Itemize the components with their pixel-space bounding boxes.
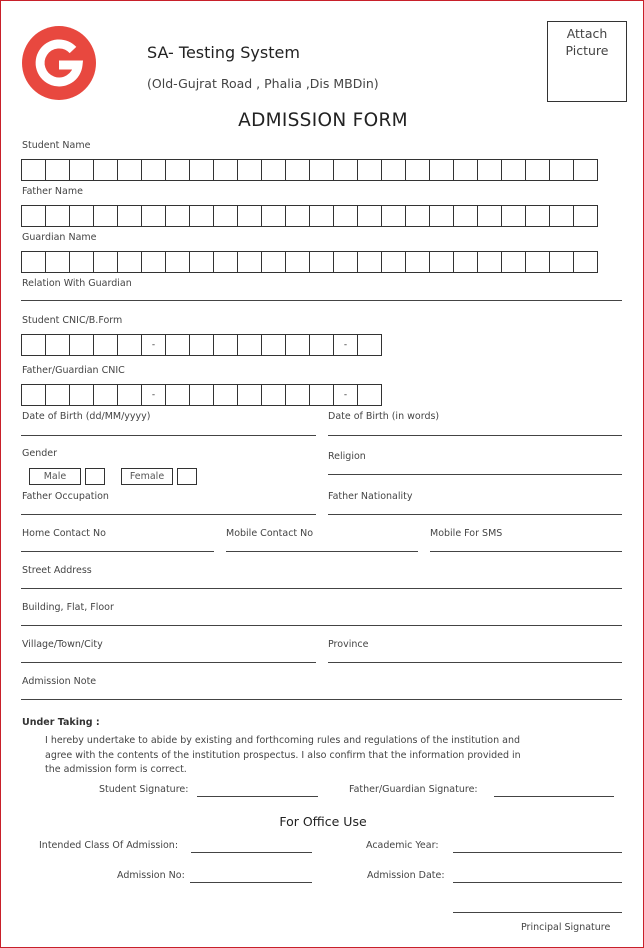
char-box[interactable] <box>165 251 190 273</box>
char-box[interactable] <box>45 251 70 273</box>
org-name: SA- Testing System <box>147 43 300 62</box>
char-box[interactable] <box>165 384 190 406</box>
father-occupation-label: Father Occupation <box>22 491 109 502</box>
gender-label: Gender <box>22 448 58 459</box>
dob-line[interactable] <box>21 435 316 436</box>
char-box[interactable] <box>213 334 238 356</box>
char-box[interactable] <box>213 159 238 181</box>
undertaking-line: the admission form is correct. <box>45 764 187 775</box>
academic-year-label: Academic Year: <box>366 840 439 851</box>
char-box[interactable] <box>453 251 478 273</box>
char-box[interactable] <box>261 159 286 181</box>
undertaking-line: I hereby undertake to abide by existing and forthcoming rules and regulations of the institution and <box>45 735 521 746</box>
cnic-dash[interactable]: - <box>333 384 358 406</box>
province-label: Province <box>328 639 369 650</box>
char-box[interactable] <box>237 384 262 406</box>
char-box[interactable] <box>333 205 358 227</box>
char-box[interactable] <box>405 205 430 227</box>
char-box[interactable] <box>501 159 526 181</box>
char-box[interactable] <box>429 251 454 273</box>
char-box[interactable] <box>261 334 286 356</box>
cnic-dash[interactable]: - <box>333 334 358 356</box>
char-box[interactable] <box>21 384 46 406</box>
village-label: Village/Town/City <box>22 639 103 650</box>
admission-no-label: Admission No: <box>117 870 185 881</box>
undertaking-title: Under Taking : <box>22 717 100 728</box>
char-box[interactable] <box>309 159 334 181</box>
province-line[interactable] <box>328 662 622 663</box>
student-name-boxes[interactable] <box>21 159 597 181</box>
char-box[interactable] <box>45 159 70 181</box>
dob-words-label: Date of Birth (in words) <box>328 411 440 422</box>
char-box[interactable] <box>189 384 214 406</box>
char-box[interactable] <box>69 205 94 227</box>
char-box[interactable] <box>285 159 310 181</box>
intended-class-line[interactable] <box>191 852 312 853</box>
char-box[interactable] <box>357 251 382 273</box>
char-box[interactable] <box>285 205 310 227</box>
female-option-label: Female <box>121 468 173 485</box>
char-box[interactable] <box>453 205 478 227</box>
char-box[interactable] <box>357 334 382 356</box>
char-box[interactable] <box>141 251 166 273</box>
admission-note-line[interactable] <box>21 699 622 700</box>
religion-label: Religion <box>328 451 366 462</box>
student-signature-label: Student Signature: <box>99 784 189 795</box>
char-box[interactable] <box>501 251 526 273</box>
char-box[interactable] <box>285 334 310 356</box>
father-name-boxes[interactable] <box>21 205 597 227</box>
char-box[interactable] <box>237 159 262 181</box>
village-line[interactable] <box>21 662 316 663</box>
char-box[interactable] <box>381 159 406 181</box>
char-box[interactable] <box>21 205 46 227</box>
attach-label: Attach <box>566 26 608 41</box>
char-box[interactable] <box>93 384 118 406</box>
char-box[interactable] <box>333 251 358 273</box>
admission-no-line[interactable] <box>190 882 312 883</box>
char-box[interactable] <box>309 334 334 356</box>
char-box[interactable] <box>165 205 190 227</box>
char-box[interactable] <box>93 334 118 356</box>
admission-date-label: Admission Date: <box>367 870 445 881</box>
char-box[interactable] <box>237 251 262 273</box>
char-box[interactable] <box>189 205 214 227</box>
char-box[interactable] <box>549 159 574 181</box>
building-line[interactable] <box>21 625 622 626</box>
char-box[interactable] <box>525 159 550 181</box>
char-box[interactable] <box>69 384 94 406</box>
char-box[interactable] <box>189 334 214 356</box>
char-box[interactable] <box>405 251 430 273</box>
guardian-name-boxes[interactable] <box>21 251 597 273</box>
char-box[interactable] <box>261 251 286 273</box>
char-box[interactable] <box>261 384 286 406</box>
char-box[interactable] <box>477 251 502 273</box>
mobile-contact-line[interactable] <box>226 551 418 552</box>
char-box[interactable] <box>573 205 598 227</box>
char-box[interactable] <box>165 334 190 356</box>
char-box[interactable] <box>429 205 454 227</box>
char-box[interactable] <box>237 205 262 227</box>
char-box[interactable] <box>357 384 382 406</box>
char-box[interactable] <box>573 251 598 273</box>
char-box[interactable] <box>69 251 94 273</box>
form-title: ADMISSION FORM <box>238 110 408 131</box>
student-cnic-label: Student CNIC/B.Form <box>22 315 123 326</box>
mobile-sms-label: Mobile For SMS <box>430 528 503 539</box>
char-box[interactable] <box>525 205 550 227</box>
guardian-cnic-label: Father/Guardian CNIC <box>22 365 125 376</box>
father-occupation-line[interactable] <box>21 514 316 515</box>
char-box[interactable] <box>45 334 70 356</box>
father-nationality-line[interactable] <box>328 514 622 515</box>
char-box[interactable] <box>549 251 574 273</box>
char-box[interactable] <box>357 205 382 227</box>
dob-words-line[interactable] <box>328 435 622 436</box>
char-box[interactable] <box>117 384 142 406</box>
street-address-label: Street Address <box>22 565 92 576</box>
guardian-signature-label: Father/Guardian Signature: <box>349 784 478 795</box>
guardian-name-label: Guardian Name <box>22 232 97 243</box>
admission-date-line[interactable] <box>453 882 622 883</box>
char-box[interactable] <box>381 251 406 273</box>
char-box[interactable] <box>213 251 238 273</box>
char-box[interactable] <box>309 251 334 273</box>
char-box[interactable] <box>285 251 310 273</box>
undertaking-text <box>45 734 605 778</box>
relation-line[interactable] <box>21 300 622 301</box>
char-box[interactable] <box>69 334 94 356</box>
guardian-cnic-boxes[interactable] <box>21 384 381 406</box>
char-box[interactable] <box>117 334 142 356</box>
father-name-label: Father Name <box>22 186 83 197</box>
father-nationality-label: Father Nationality <box>328 491 413 502</box>
home-contact-line[interactable] <box>21 551 214 552</box>
char-box[interactable] <box>21 159 46 181</box>
char-box[interactable] <box>93 251 118 273</box>
academic-year-line[interactable] <box>453 852 622 853</box>
student-signature-line[interactable] <box>197 796 318 797</box>
char-box[interactable] <box>21 251 46 273</box>
char-box[interactable] <box>93 205 118 227</box>
char-box[interactable] <box>525 251 550 273</box>
char-box[interactable] <box>165 159 190 181</box>
char-box[interactable] <box>213 384 238 406</box>
char-box[interactable] <box>429 159 454 181</box>
male-option-label: Male <box>29 468 81 485</box>
char-box[interactable] <box>309 384 334 406</box>
char-box[interactable] <box>117 251 142 273</box>
cnic-dash[interactable]: - <box>141 384 166 406</box>
home-contact-label: Home Contact No <box>22 528 106 539</box>
guardian-signature-line[interactable] <box>494 796 614 797</box>
char-box[interactable] <box>45 384 70 406</box>
intended-class-label: Intended Class Of Admission: <box>39 840 179 851</box>
org-address: (Old-Gujrat Road , Phalia ,Dis MBDin) <box>147 76 379 91</box>
relation-label: Relation With Guardian <box>22 278 132 289</box>
g-logo-icon <box>22 26 96 100</box>
char-box[interactable] <box>213 205 238 227</box>
char-box[interactable] <box>453 159 478 181</box>
street-address-line[interactable] <box>21 588 622 589</box>
char-box[interactable] <box>477 159 502 181</box>
char-box[interactable] <box>261 205 286 227</box>
char-box[interactable] <box>141 205 166 227</box>
char-box[interactable] <box>237 334 262 356</box>
admission-note-label: Admission Note <box>22 676 97 687</box>
picture-label: Picture <box>565 43 609 58</box>
principal-signature-line[interactable] <box>453 912 622 913</box>
char-box[interactable] <box>189 251 214 273</box>
undertaking-line: agree with the contents of the institution prospectus. I also confirm that the information provided in <box>45 749 521 761</box>
female-checkbox[interactable] <box>177 468 197 485</box>
cnic-dash[interactable]: - <box>141 334 166 356</box>
char-box[interactable] <box>309 205 334 227</box>
char-box[interactable] <box>69 159 94 181</box>
building-label: Building, Flat, Floor <box>22 602 114 613</box>
student-name-label: Student Name <box>22 140 91 151</box>
char-box[interactable] <box>117 159 142 181</box>
dob-label: Date of Birth (dd/MM/yyyy) <box>22 411 151 422</box>
office-use-title: For Office Use <box>279 814 367 829</box>
char-box[interactable] <box>501 205 526 227</box>
char-box[interactable] <box>357 159 382 181</box>
char-box[interactable] <box>21 334 46 356</box>
mobile-sms-line[interactable] <box>430 551 622 552</box>
char-box[interactable] <box>189 159 214 181</box>
student-cnic-boxes[interactable] <box>21 334 381 356</box>
char-box[interactable] <box>333 159 358 181</box>
char-box[interactable] <box>573 159 598 181</box>
char-box[interactable] <box>285 384 310 406</box>
char-box[interactable] <box>117 205 142 227</box>
religion-line[interactable] <box>328 474 622 475</box>
char-box[interactable] <box>93 159 118 181</box>
mobile-contact-label: Mobile Contact No <box>226 528 314 539</box>
male-checkbox[interactable] <box>85 468 105 485</box>
char-box[interactable] <box>141 159 166 181</box>
principal-signature-label: Principal Signature <box>521 922 611 933</box>
char-box[interactable] <box>45 205 70 227</box>
char-box[interactable] <box>381 205 406 227</box>
char-box[interactable] <box>477 205 502 227</box>
char-box[interactable] <box>405 159 430 181</box>
attach-picture-box[interactable] <box>547 21 627 102</box>
char-box[interactable] <box>549 205 574 227</box>
